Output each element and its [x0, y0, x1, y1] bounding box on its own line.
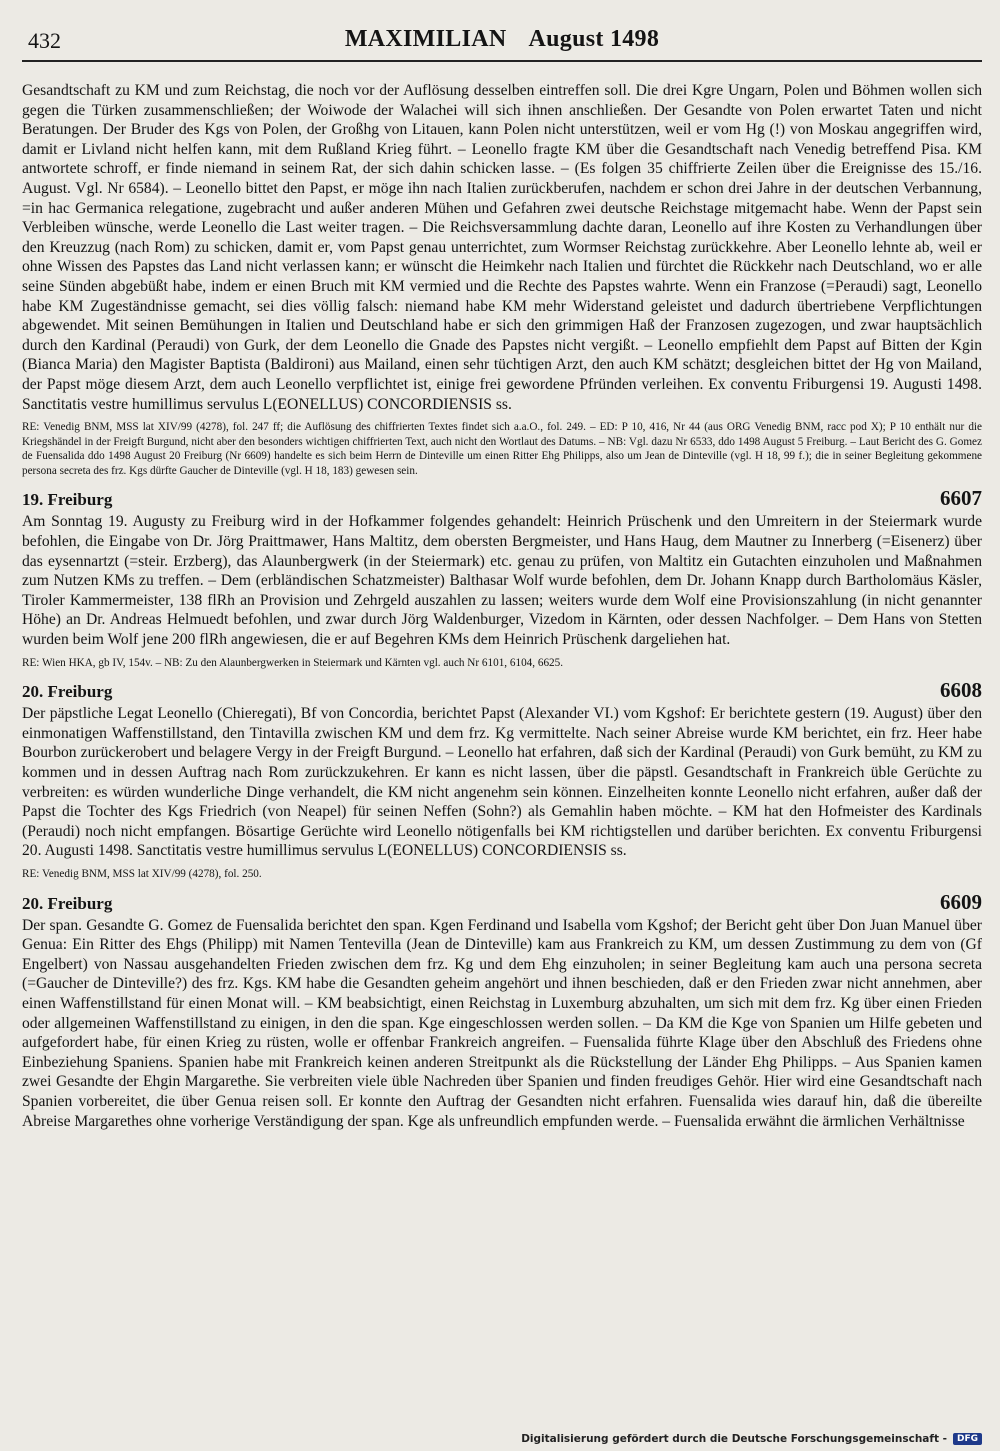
continuation-note: RE: Venedig BNM, MSS lat XIV/99 (4278), fol. 247 ff; die Auflösung des chiffrierten Textes findet sich a.a.O., fol. 249. – ED: P 10, 416, Nr 44 (aus ORG Venedig BNM, racc pod X); P 10 enthält nur die Kriegshändel in der Freigft Burgund, nicht aber den besonders wichtigen chiffrierten Text, auch nicht den Wortlaut des Datums. – NB: Vgl. dazu Nr 6533, ddo 1498 August 5 Freiburg. – Laut Bericht des G. Gomez de Fuensalida ddo 1498 August 20 Freiburg (Nr 6609) handelte es sich beim Herrn de Dinteville um einen Ritter Ehg Philipps, also um Jean de Dinteville (vgl. H 18, 99 f.); die in seiner Begleitung gekommene persona secreta des frz. Kgs dürfte Gaucher de Dinteville (vgl. H 18, 183) gewesen sein.	[22, 421, 982, 477]
entry-text: Am Sonntag 19. Augusty zu Freiburg wird in der Hofkammer folgendes gehandelt: Heinrich Prüschenk und den Umreitern in der Steiermark wurde befohlen, die Eingabe von Dr. Jörg Praittmawer, Hans Maltitz, dem obersten Bergmeister, und Hans Haug, dem Mautner zu Innerberg (=Eisenerz) über das eysennartzt (=steir. Erzberg), das Alaunbergwerk (in der Steiermark) etc. genau zu prüfen, von Maltitz ein Gutachten einzuholen und Maßnahmen zum Nutzen KMs zu treffen. – Dem (erbländischen Schatzmeister) Balthasar Wolf wurde befohlen, dem Dr. Johann Knapp durch Bartholomäus Käsler, Tiroler Kammermeister, 138 flRh an Provision und Zehrgeld auszahlen zu lassen; weiters wurde dem Wolf eine Provisionszahlung (in nicht genannter Höhe) an Dr. Andreas Helmuedt befohlen, und zwar durch Jörg Waldenburger, Vizedom in Kärnten, oder dessen Nachfolger. – Dem Hans von Stetten wurden beim Wolf jene 200 flRh angewiesen, die er auf Begehren KMs dem Heinrich Prüschenk dargeliehen hat.	[22, 513, 982, 649]
digitization-footer	[521, 1433, 982, 1445]
entry-note: RE: Wien HKA, gb IV, 154v. – NB: Zu den Alaunbergwerken in Steiermark und Kärnten vgl. auch Nr 6101, 6104, 6625.	[22, 656, 564, 669]
entry-heading	[22, 889, 982, 916]
running-title-date: August 1498	[528, 26, 660, 52]
dfg-logo: DFG	[953, 1433, 982, 1445]
entry-note: RE: Venedig BNM, MSS lat XIV/99 (4278), fol. 250.	[22, 867, 262, 880]
entry-date: 19. Freiburg	[22, 490, 113, 510]
running-title	[22, 26, 982, 53]
entry-text: Der span. Gesandte G. Gomez de Fuensalida berichtet den span. Kgen Ferdinand und Isabella vom Kgshof; der Bericht geht über Don Juan Manuel über Genua: Ein Ritter des Ehgs (Philipp) mit Namen Tentevilla (Jean de Dinteville) kam aus Frankreich zu KM, um dessen Zustimmung zu dem von (Gf Engelbert) von Nassau ausgehandelten Frieden zwischen dem frz. Kg und dem Ehg einzuholen; in seiner Begleitung kam auch una persona secreta (=Gaucher de Dinteville?) des frz. Kgs. KM habe die Gesandten geheim angehört und ihnen beschieden, daß er den Frieden zwar nicht annehmen, aber einen Waffenstillstand für einen Monat will. – KM beabsichtigt, einen Reichstag in Luxemburg abzuhalten, um sich mit dem frz. Kg über einen Frieden oder allgemeinen Waffenstillstand zu einigen, in den die span. Kge eingeschlossen werden sollen. – Da KM die Kge von Spanien um Hilfe gebeten und aufgefordert habe, für einen Krieg zu rüsten, wolle er offenbar Frankreich angreifen. – Fuensalida führte Klage über den Abschluß des Friedens ohne Einbeziehung Spaniens. Spanien habe mit Frankreich keinen anderen Streitpunkt als die Rückstellung der Länder Ehg Philipps. – Aus Spanien kamen zwei Gesandte der Ehgin Margarethe. Sie verbreiten viele üble Nachreden über Spanien und finden freudiges Gehör. Hier wird eine Gesandtschaft nach Spanien vorbereitet, die über Genua reisen soll. Er konnte den Auftrag der Gesandten nicht erfahren. Fuensalida wies darauf hin, daß die übereilte Abreise Margarethes ohne vorherige Verständigung der span. Kge als unfreundlich empfunden werde. – Fuensalida erwähnt die ärmlichen Verhältnisse	[22, 916, 982, 1130]
document-page	[22, 24, 982, 1131]
entry-heading	[22, 678, 982, 704]
entry-text: Der päpstliche Legat Leonello (Chieregati), Bf von Concordia, berichtet Papst (Alexander VI.) vom Kgshof: Er berichtete gestern (19. August) über den einmonatigen Waffenstillstand, den Tintavilla zwischen KM und dem frz. Kg vermittelte. Nach seiner Abreise wurde KM berichtet, ein frz. Heer habe Bourbon zurückerobert und belagere Vergy in der Freigft Burgund. – Leonello hat erfahren, daß sich der Kardinal (Peraudi) von Gurk bemüht, zu KM zu kommen und in dessen Auftrag nach Rom zurückzukehren. Er kann es nicht lassen, über die päpstl. Gesandtschaft in Frankreich üble Gerüchte zu verbreiten: es würden wunderliche Dinge verhandelt, die KM nicht angenehm sein können. Einzelheiten konnte Leonello nicht erfahren, außer daß der Papst die Tochter des Kgs Friedrich (von Neapel) für seinen Neffen (Sohn?) als Gemahlin haben möchte. – KM hat den Hofmeister des Kardinals (Peraudi) noch nicht empfangen. Bösartige Gerüchte wird Leonello nötigenfalls bei KM richtigstellen und darüber berichten. Ex conventu Friburgensi 20. Augusti 1498. Sanctitatis vestre humillimus servulus L(EONELLUS) CONCORDIENSIS ss.	[22, 705, 982, 860]
entry-number: 6607	[940, 486, 982, 511]
continuation-text: Gesandtschaft zu KM und zum Reichstag, die noch vor der Auflösung desselben eintreffen soll. Die drei Kgre Ungarn, Polen und Böhmen wollen sich gegen die Türken zusammenschließen; der Woiwode der Walachei will sich ihnen anschließen. Der Gesandte von Polen erwartet Taten und nicht Beratungen. Der Bruder des Kgs von Polen, der Großhg von Litauen, kann Polen nicht unterstützen, weil er vom Hg (!) von Moskau angegriffen wird, damit er Livland nicht helfen kann, mit dem Rußland Krieg führt. – Leonello fragte KM über die Gesandtschaft nach Venedig betreffend Pisa. KM antwortete schroff, er finde niemand in seinem Rat, der sich dahin schicken lasse. – (Es folgen 35 chiffrierte Zeilen über die Ereignisse des 15./16. August. Vgl. Nr 6584). – Leonello bittet den Papst, er möge ihn nach Italien zurückberufen, nachdem er schon drei Jahre in der deutschen Verbannung, =in hac Germanica relegatione, zugebracht und außer anderen Mühen und Gefahren zwei deutsche Reichstage mitgemacht habe. Wenn der Papst sein Verbleiben wünsche, werde Leonello die Last weiter tragen. – Die Reichsversammlung dachte daran, Leonello auf ihre Kosten zu Verhandlungen über den Kreuzzug (nach Rom) zu schicken, damit er, vom Papst genau unterrichtet, zum Wormser Reichstag zurückkehre. Aber Leonello lehnte ab, weil er ohne Wissen des Papstes das Land nicht verlassen kann; er wünscht die Heimkehr nach Italien und fürchtet die Rückkehr nach Deutschland, wo er alle seine Sünden abgebüßt habe, indem er einen Bruch mit KM vermied und die Rechte des Papstes wahrte. Wenn ein Franzose (=Peraudi) sagt, Leonello habe KM Zugeständnisse gemacht, sei dies völlig falsch: niemand habe KM mehr Widerstand geleistet und dadurch übertriebene Verpflichtungen abgewendet. Mit seinen Bemühungen in Italien und Deutschland habe er sich den grimmigen Haß der Franzosen zugezogen, und zwar hauptsächlich durch den Kardinal (Peraudi) von Gurk, der dem Leonello die Gnade des Papstes nicht vergißt. – Leonello empfiehlt dem Papst auf Bitten der Kgin (Bianca Maria) den Magister Baptista (Baldironi) aus Mailand, einen sehr tüchtigen Arzt, den auch KM schätzt; desgleichen bittet der Hg von Mailand, der Papst möge diesem Arzt, dem auch Leonello verpflichtet ist, einige frei gewordene Pfründen verleihen. Ex conventu Friburgensi 19. Augusti 1498. Sanctitatis vestre humillimus servulus L(EONELLUS) CONCORDIENSIS ss.	[22, 82, 982, 413]
running-head	[22, 24, 982, 62]
entry-date: 20. Freiburg	[22, 893, 113, 913]
page-number: 432	[28, 28, 61, 53]
footer-text: Digitalisierung gefördert durch die Deutsche Forschungsgemeinschaft -	[521, 1433, 947, 1445]
entry-date: 20. Freiburg	[22, 682, 113, 702]
entry-number: 6609	[940, 889, 982, 914]
running-title-name: MAXIMILIAN	[344, 26, 507, 52]
entry-heading	[22, 486, 982, 512]
entry-number: 6608	[940, 678, 982, 703]
